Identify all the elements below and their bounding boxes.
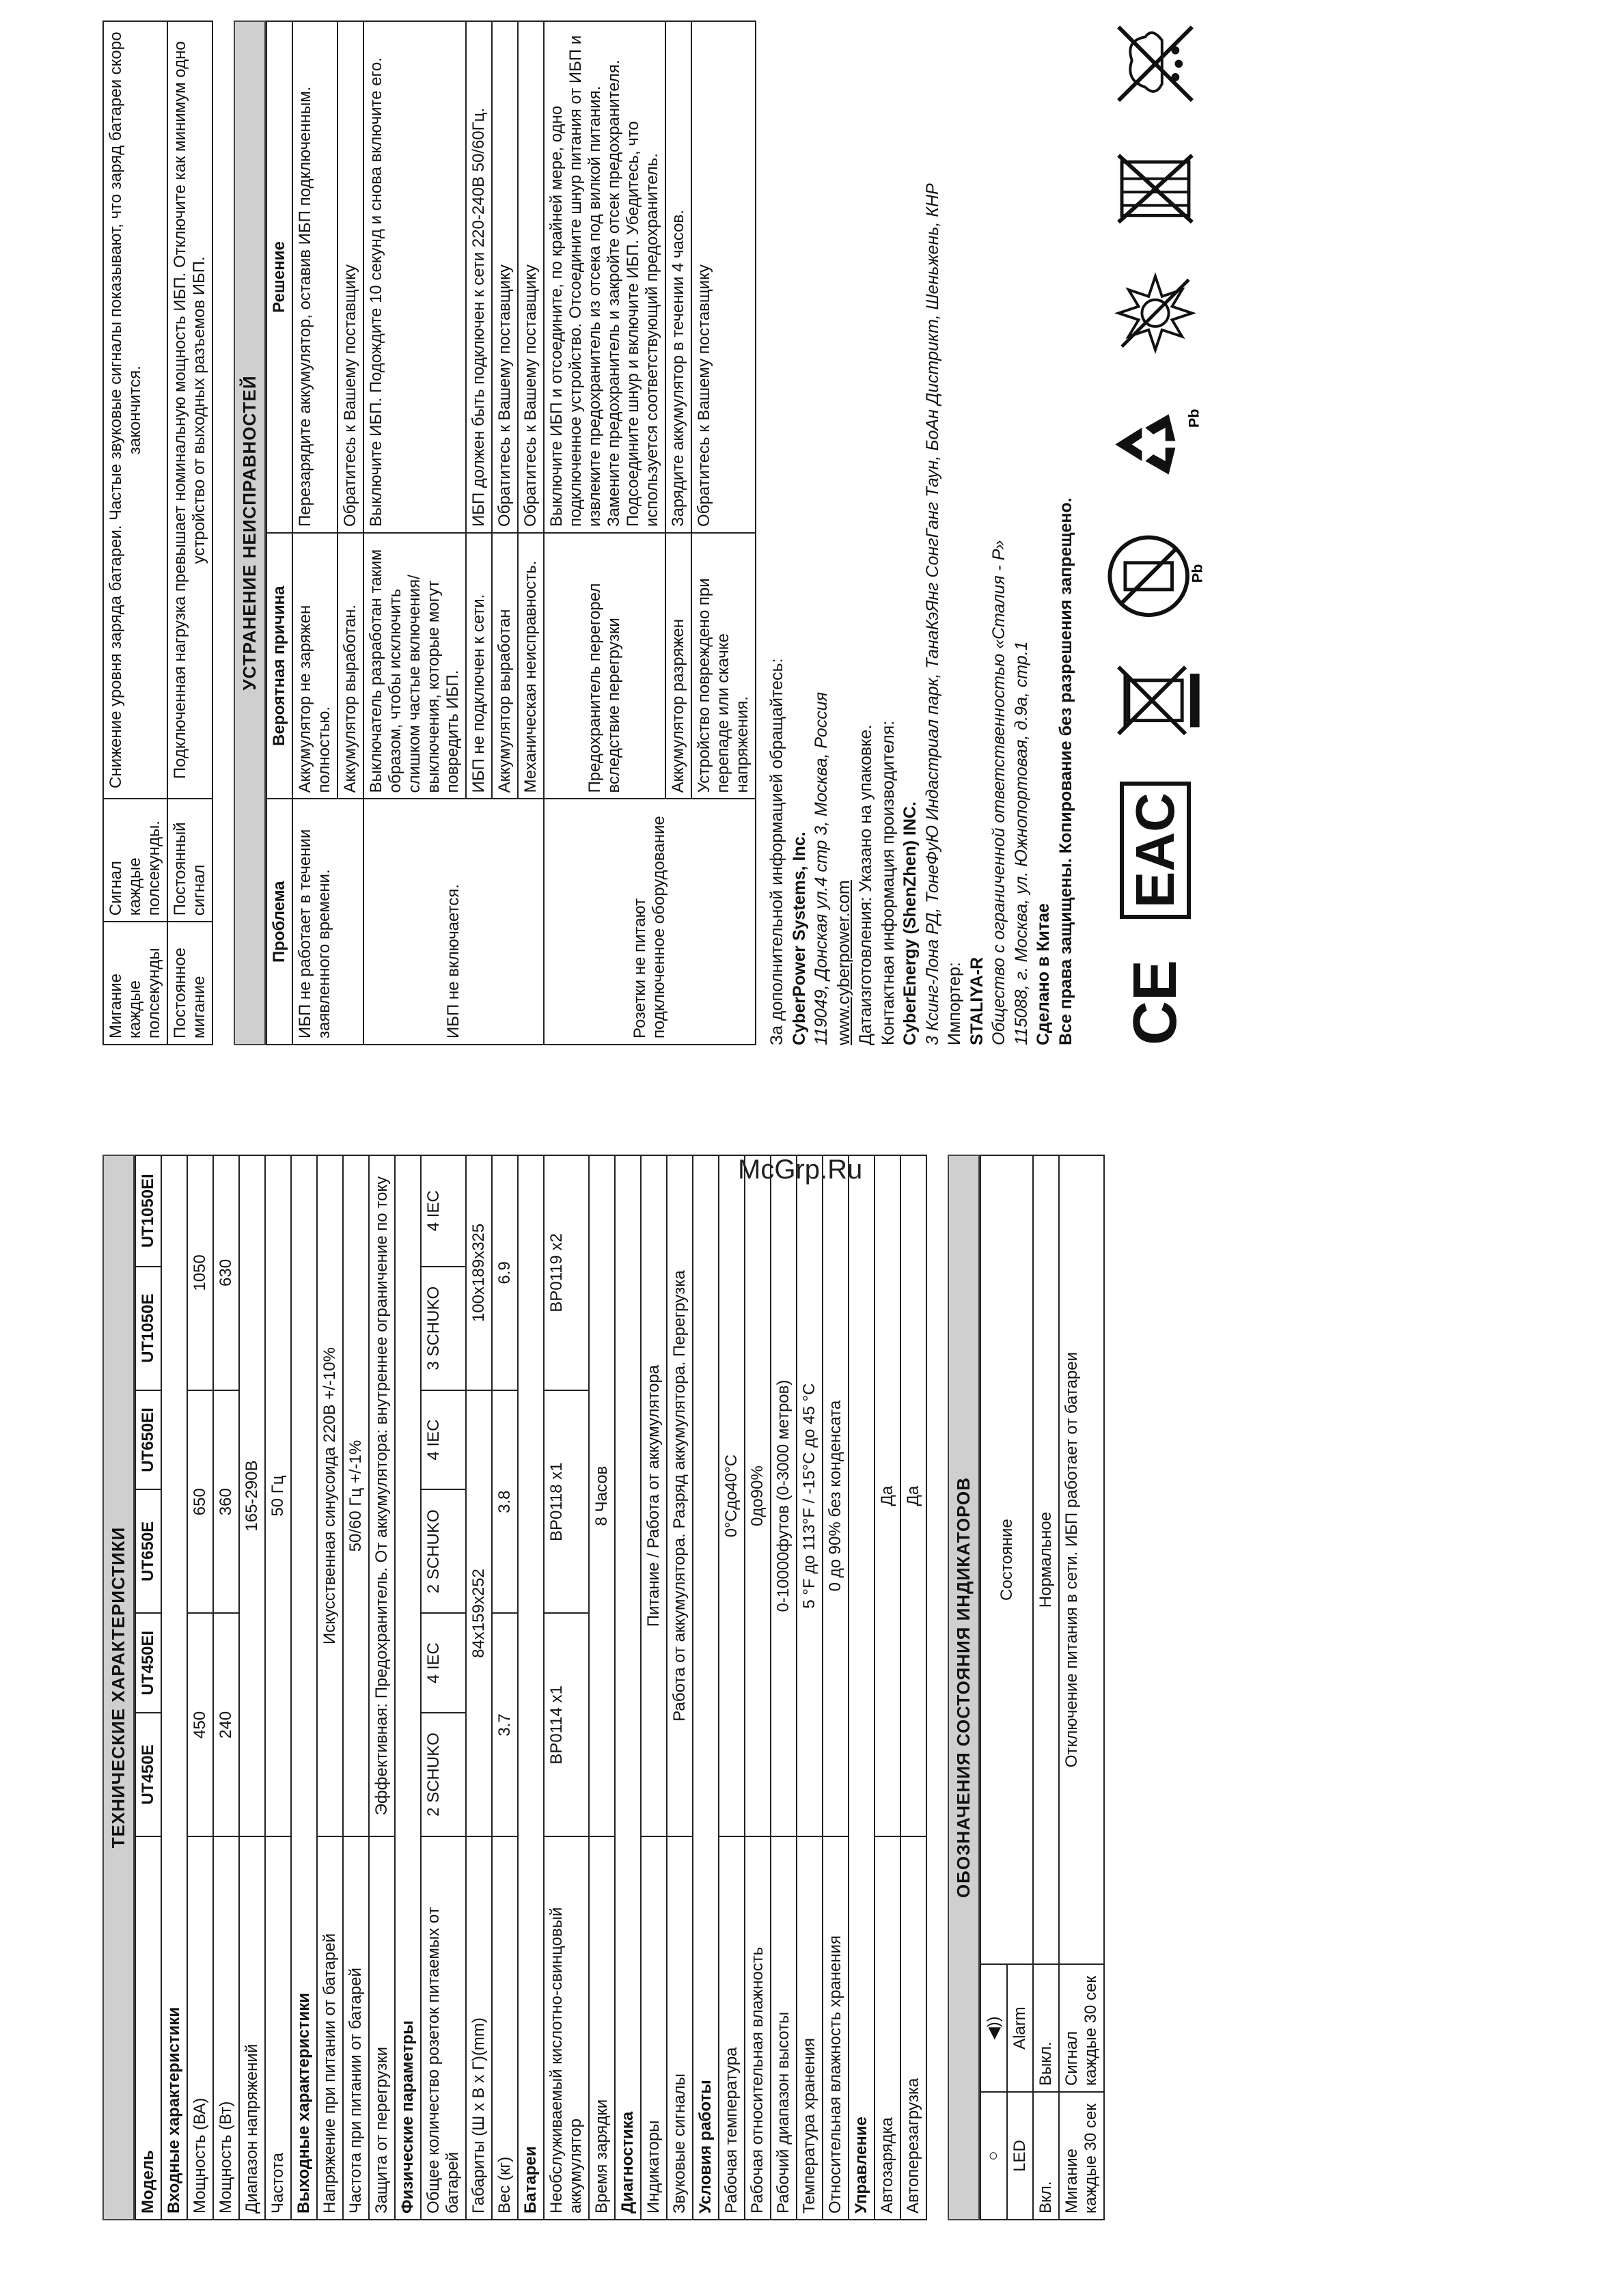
spec-value: Эффективная: Предохранитель. От аккумулятора: внутреннее ограничение по току (369, 1155, 395, 1836)
model-label: Модель (135, 1836, 161, 2220)
section-header: Выходные характеристики (291, 1155, 317, 2220)
row-label: Частота (265, 1836, 291, 2220)
row-label: Автозарядка (875, 1836, 900, 2220)
info-line: За дополнительной информацией обращайтесь: (767, 658, 786, 1045)
row-label: Автоперезагрузка (900, 1836, 926, 2220)
row-label: Мощность (Вт) (213, 1836, 239, 2220)
no-fire-icon (1111, 270, 1200, 357)
ce-mark: CE (1120, 959, 1189, 1045)
table-row (292, 21, 338, 1045)
row-label: Относительная влажность хранения (823, 1836, 849, 2220)
spec-value: 450 (187, 1614, 213, 1837)
solution-cell: Зарядите аккумулятор в течении 4 часов. (665, 21, 691, 533)
contact-block (766, 20, 1077, 1045)
alarm-cell: Сигнал каждые полсекунды. (103, 799, 167, 922)
spec-value: 8 Часов (589, 1155, 615, 1836)
spec-value: 4 IEC (421, 1390, 466, 1489)
solution-cell: Перезарядите аккумулятор, оставив ИБП подключенным. (292, 21, 338, 533)
problem-cell: ИБП не включается. (363, 799, 544, 1045)
table-row (167, 21, 212, 1045)
spec-value: 50/60 Гц +/-1% (343, 1155, 369, 1836)
row-label: Рабочий диапазон высоты (771, 1836, 797, 2220)
no-water-icon (1111, 20, 1200, 107)
spec-value: 650 (187, 1390, 213, 1614)
spec-value: BP0119 x2 (544, 1155, 589, 1390)
row-label: Необслуживаемый кислотно-свинцовый аккумулятор (544, 1836, 589, 2220)
cause-cell: ИБП не подключен к сети. (466, 533, 492, 799)
contact-label: Контактная информация производителя: (878, 720, 898, 1045)
spec-value: 0 до 90% без конденсата (823, 1155, 849, 1836)
table-row (103, 21, 167, 1045)
solution-cell: Обратитесь к Вашему поставщику (691, 21, 756, 533)
solution-cell: Обратитесь к Вашему поставщику (518, 21, 544, 533)
indicators-title: ОБОЗНАЧЕНИЯ СОСТОЯНИЯ ИНДИКАТОРОВ (948, 1155, 980, 2220)
model-cell: UT450E (135, 1713, 161, 1836)
led-header: LED (1007, 2092, 1033, 2220)
cause-cell: Устройство повреждено при перепаде или скачке напряжения. (691, 533, 756, 799)
row-label: Защита от перегрузки (369, 1836, 395, 2220)
eac-mark: EAC (1120, 782, 1191, 919)
table-row (363, 21, 466, 1045)
watermark: McGrp.Ru (738, 1155, 863, 1185)
state-cell: Подключенная нагрузка превышает номинальную мощность ИБП. Отключите как минимум одно устройство от выходных разъемов ИБП. (167, 21, 212, 799)
recycle-icon (1104, 398, 1207, 491)
row-label: Рабочая относительная влажность (745, 1836, 771, 2220)
row-label: Мощность (ВА) (187, 1836, 213, 2220)
section-header: Физические параметры (395, 1155, 421, 2220)
specs-title: ТЕХНИЧЕСКИЕ ХАРАКТЕРИСТИКИ (102, 1155, 135, 2220)
section-header: Батареи (518, 1155, 544, 2220)
svg-text:Pb: Pb (1185, 409, 1202, 428)
problem-cell: ИБП не работает в течении заявленного времени. (292, 799, 363, 1045)
state-cell: Снижение уровня заряда батареи. Частые звуковые сигналы показывают, что заряд батареи скоро закончится. (103, 21, 167, 799)
model-cell: UT1050E (135, 1267, 161, 1390)
row-label: Напряжение при питании от батарей (317, 1836, 343, 2220)
cause-header: Вероятная причина (266, 533, 292, 799)
no-crush-icon (1111, 148, 1200, 229)
led-cell: Мигание каждые полсекунды (103, 922, 167, 1045)
importer-address: 115088, г. Москва, ул. Южнопортовая, д.9а, стр.1 (1011, 641, 1031, 1045)
spec-value: 3.8 (492, 1390, 518, 1614)
problem-header: Проблема (266, 799, 292, 1045)
cause-cell: Аккумулятор разряжен (665, 533, 691, 799)
indicators-table (980, 1155, 1105, 2220)
section-header: Входные характеристики (161, 1155, 187, 2220)
spec-value: 4 IEC (421, 1614, 466, 1713)
spec-value: Искусственная синусоида 220В +/-10% (317, 1155, 343, 1836)
spec-value: 100x189x325 (466, 1155, 492, 1390)
section-header: Диагностика (615, 1155, 641, 2220)
solution-cell: Обратитесь к Вашему поставщику (492, 21, 518, 533)
certification-marks (1104, 20, 1207, 1045)
indicators-table-continued (102, 20, 213, 1045)
spec-value: 84x159x252 (466, 1390, 492, 1836)
row-label: Диапазон напряжений (239, 1836, 265, 2220)
troubleshooting-page (102, 20, 1469, 1045)
led-icon: ○ (980, 2092, 1007, 2220)
row-label: Индикаторы (641, 1836, 667, 2220)
row-label: Частота при питании от батарей (343, 1836, 369, 2220)
spec-value: 360 (213, 1390, 239, 1614)
spec-value: BP0118 x1 (544, 1390, 589, 1614)
spec-value: 0до90% (745, 1155, 771, 1836)
company-address: 119049, Донская ул.4 стр 3, Москва, Россия (812, 692, 831, 1045)
spec-value: 1050 (187, 1155, 213, 1390)
alarm-cell: Постоянный сигнал (167, 799, 212, 922)
solution-cell: Обратитесь к Вашему поставщику (338, 21, 363, 533)
rights: Все права защищены. Копирование без разрешения запрещено. (1056, 497, 1075, 1045)
solution-cell: ИБП должен быть подключен к сети 220-240В 50/60Гц. (466, 21, 492, 533)
importer-org: Общество с ограниченной ответственностью «Сталия - Р» (989, 540, 1008, 1045)
led-cell: Постоянное мигание (167, 922, 212, 1045)
state-cell: Нормальное (1033, 1155, 1059, 1964)
spec-value: Да (900, 1155, 926, 1836)
model-cell: UT650EI (135, 1390, 161, 1489)
spec-value: 50 Гц (265, 1155, 291, 1836)
section-header: Условия работы (693, 1155, 719, 2220)
model-cell: UT450EI (135, 1614, 161, 1713)
led-cell: Мигание каждые 30 сек (1059, 2092, 1104, 2220)
weee-bin-icon (1107, 661, 1203, 741)
row-label: Габариты (Ш х В х Г)(mm) (466, 1836, 492, 2220)
section-header: Управление (849, 1155, 875, 2220)
cause-cell: Выключатель разработан таким образом, чтобы исключить слишком частые включения/выключения, которые могут повредить ИБП. (363, 533, 466, 799)
spec-value: 0-10000футов (0-3000 метров) (771, 1155, 797, 1836)
cause-cell: Аккумулятор выработан. (338, 533, 363, 799)
spec-value: 3.7 (492, 1614, 518, 1837)
spec-value: Работа от аккумулятора. Разряд аккумулятора. Перегрузка (667, 1155, 693, 1836)
svg-text:Pb: Pb (1189, 564, 1206, 583)
problem-cell: Розетки не питают подключенное оборудование (544, 799, 756, 1045)
spec-value: BP0114 x1 (544, 1614, 589, 1837)
cause-cell: Механическая неисправность. (518, 533, 544, 799)
spec-value: 240 (213, 1614, 239, 1837)
cause-cell: Аккумулятор не заряжен полностью. (292, 533, 338, 799)
solution-header: Решение (266, 21, 292, 533)
spec-value: 4 IEC (421, 1155, 466, 1267)
troubleshooting-title: УСТРАНЕНИЕ НЕИСПРАВНОСТЕЙ (234, 20, 266, 1045)
mfg-date: Датаизготовления: Указано на упаковке. (856, 724, 875, 1045)
spec-value: 2 SCHUKO (421, 1489, 466, 1613)
spec-value: 5 °F до 113°F / -15°С до 45 °С (797, 1155, 823, 1836)
spec-value: 630 (213, 1155, 239, 1390)
website-link[interactable]: www.cyberpower.com (834, 880, 853, 1045)
row-label: Звуковые сигналы (667, 1836, 693, 2220)
table-row (544, 21, 665, 1045)
spec-value: 3 SCHUKO (421, 1267, 466, 1390)
solution-cell: Выключите ИБП. Подождите 10 секунд и снова включите его. (363, 21, 466, 533)
troubleshooting-table (266, 20, 756, 1045)
company-name: CyberPower Systems, Inc. (789, 831, 809, 1045)
specs-table (135, 1155, 927, 2220)
manufacturer-address: 3 Ксинг-Лона РД, ТонеФуЮ Индастриал парк, ТанаКэЯнг СонгГанг Таун, БоАн Дистрикт, Шеньжень, КНР (922, 183, 942, 1045)
spec-page (102, 1155, 1469, 2220)
spec-value: Питание / Работа от аккумулятора (641, 1155, 667, 1836)
importer-name: STALIYA-R (967, 956, 987, 1045)
alarm-cell: Сигнал каждые 30 сек (1059, 1964, 1104, 2092)
spec-value: 0°Сдо40°С (719, 1155, 745, 1836)
solution-cell: Выключите ИБП и отсоедините, по крайней мере, одно подключенное устройство. Отсоедините шнур питания от ИБП и извлеките предохранитель из отсека под вилкой питания. Замените предохранитель и закройте отсек предохранителя. Подсоедините шнур и включите ИБП. Убедитесь, что используется соответствующий предохранитель. (544, 21, 665, 533)
made-in: Сделано в Китае (1034, 903, 1053, 1045)
spec-value: 2 SCHUKO (421, 1713, 466, 1836)
model-cell: UT650E (135, 1489, 161, 1613)
manufacturer-name: CyberEnergy (ShenZhen) INC. (900, 801, 920, 1045)
row-label: Температура хранения (797, 1836, 823, 2220)
state-header: Состояние (980, 1155, 1033, 1964)
row-label: Общее количество розеток питаемых от батарей (421, 1836, 466, 2220)
alarm-header: Alarm (1007, 1964, 1033, 2092)
cause-cell: Аккумулятор выработан (492, 533, 518, 799)
spec-value: 165-290В (239, 1155, 265, 1836)
pb-battery-icon (1104, 532, 1207, 619)
spec-value: Да (875, 1155, 900, 1836)
table-row (1059, 1155, 1104, 2220)
row-label: Вес (кг) (492, 1836, 518, 2220)
alarm-icon: ◀)) (980, 1964, 1007, 2092)
led-cell: Вкл. (1033, 2092, 1059, 2220)
model-cell: UT1050EI (135, 1155, 161, 1267)
row-label: Время зарядки (589, 1836, 615, 2220)
spec-value: 6.9 (492, 1155, 518, 1390)
alarm-cell: Выкл. (1033, 1964, 1059, 2092)
state-cell: Отключение питания в сети. ИБП работает от батареи (1059, 1155, 1104, 1964)
row-label: Рабочая температура (719, 1836, 745, 2220)
importer-label: Импортер: (945, 962, 964, 1045)
table-row (1033, 1155, 1059, 2220)
cause-cell: Предохранитель перегорел вследствие перегрузки (544, 533, 665, 799)
